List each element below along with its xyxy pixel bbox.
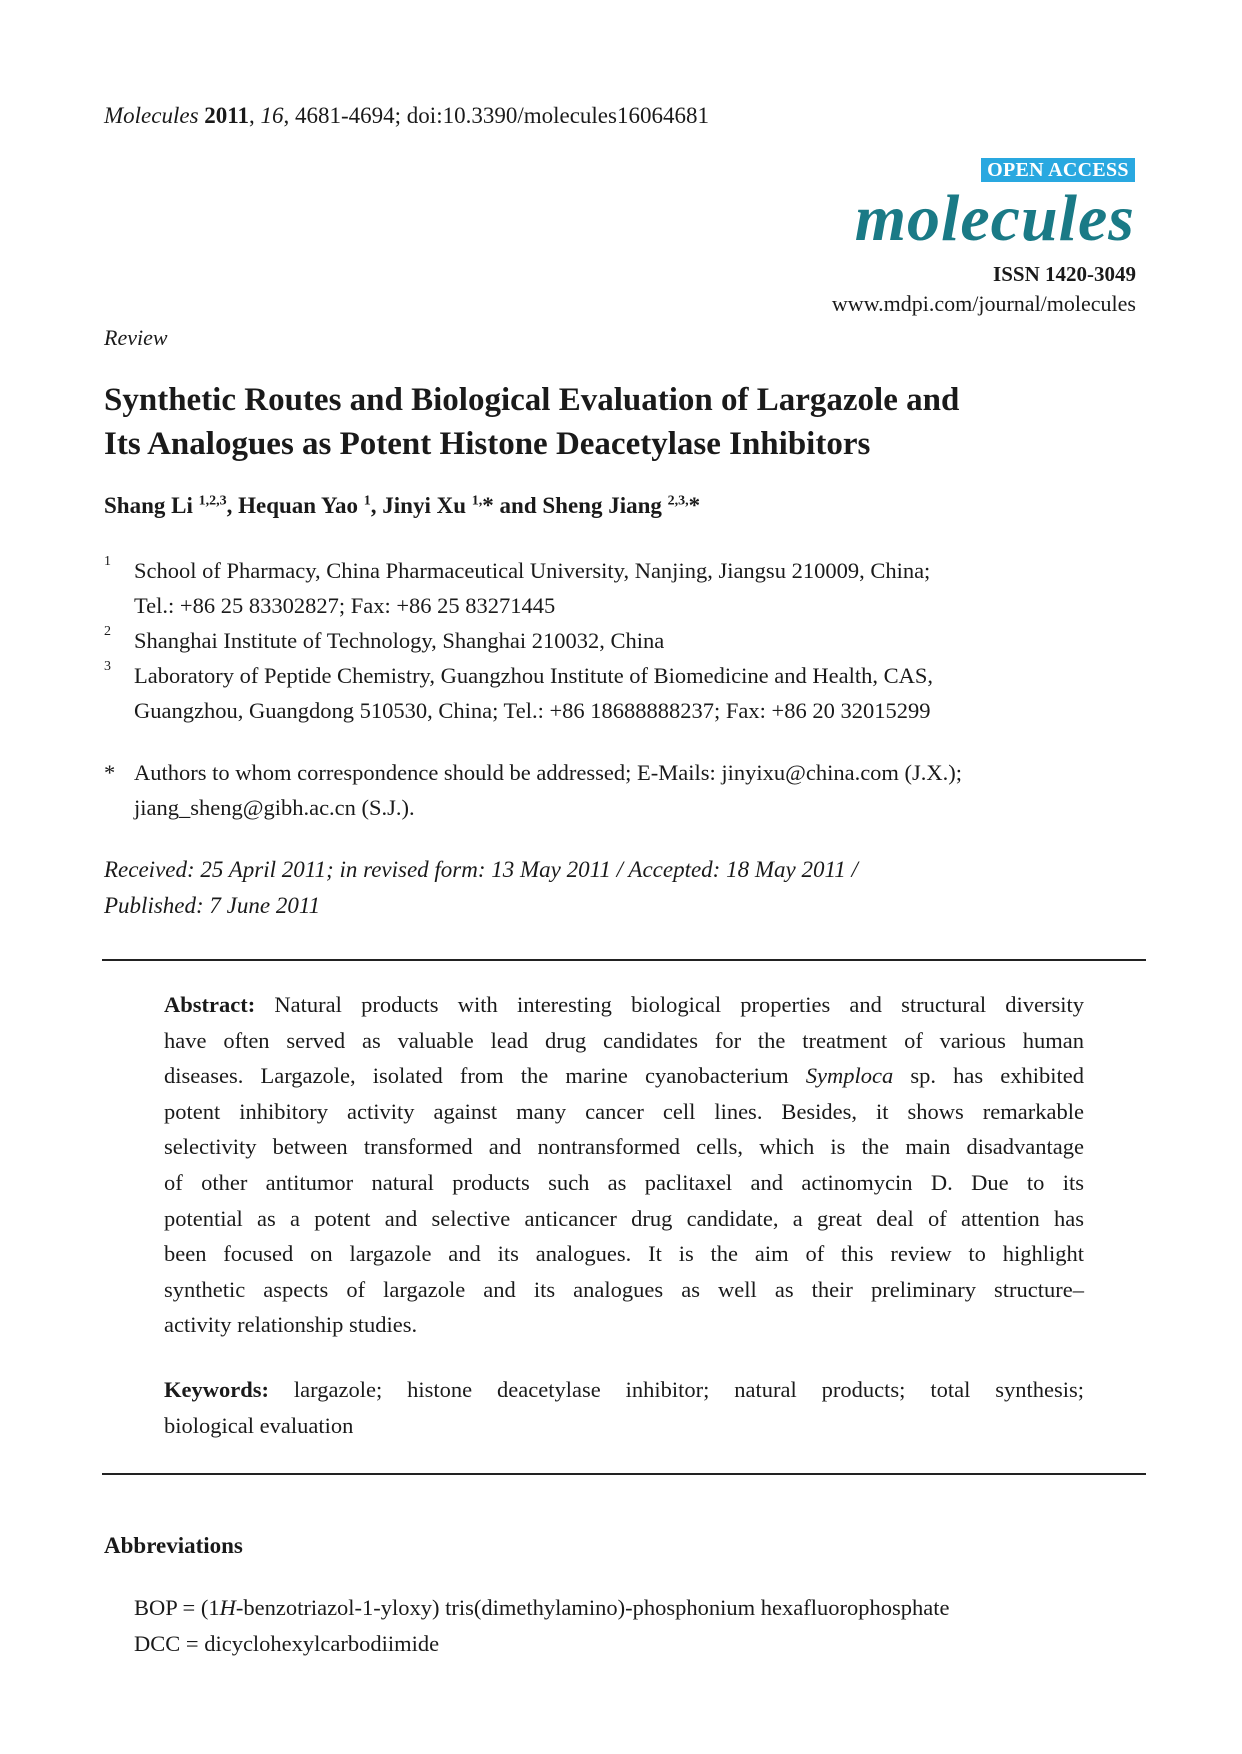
divider	[102, 959, 1146, 961]
author-name: Jinyi Xu	[382, 493, 467, 518]
keywords-line: biological evaluation	[164, 1412, 354, 1438]
affiliation-number: 2	[104, 624, 111, 639]
keywords-label: Keywords:	[164, 1377, 269, 1402]
author-affil-mark: 1	[363, 493, 371, 509]
abstract-line: Abstract: Natural products with interesting biological properties and structural diversity	[164, 992, 1084, 1017]
abstract-label: Abstract:	[164, 992, 256, 1017]
abbreviation-item: DCC = dicyclohexylcarbodiimide	[134, 1631, 440, 1656]
citation-journal: Molecules	[104, 103, 199, 128]
author-name: Sheng Jiang	[542, 493, 662, 518]
journal-logo: molecules	[854, 182, 1135, 255]
affiliation-number: 1	[104, 554, 111, 569]
divider	[102, 1473, 1146, 1475]
abstract-line: have often served as valuable lead drug candidates for the treatment of various human	[164, 1027, 1084, 1053]
affiliation-number: 3	[104, 659, 111, 674]
abbreviation-item: BOP = (1H-benzotriazol-1-yloxy) tris(dimethylamino)-phosphonium hexafluorophosphate	[134, 1595, 950, 1620]
abstract-line: diseases. Largazole, isolated from the marine cyanobacterium Symploca sp. has exhibited	[164, 1063, 1084, 1089]
abstract-line: activity relationship studies.	[164, 1312, 418, 1338]
title-line: Its Analogues as Potent Histone Deacetylase Inhibitors	[104, 426, 871, 462]
publication-dates: Received: 25 April 2011; in revised form: 13 May 2011 / Accepted: 18 May 2011 / Published: 7 June 2011	[104, 857, 858, 918]
abstract-line: potential as a potent and selective anticancer drug candidate, a great deal of attention has	[164, 1205, 1084, 1231]
affiliations	[104, 553, 1064, 728]
open-access-badge: OPEN ACCESS	[981, 158, 1135, 182]
abstract-line: selectivity between transformed and nontransformed cells, which is the main disadvantage	[164, 1134, 1084, 1160]
species-name: Symploca	[805, 1063, 894, 1089]
abstract	[164, 987, 1084, 1343]
affiliation-item: 3 Laboratory of Peptide Chemistry, Guangzhou Institute of Biomedicine and Health, CAS, Guangzhou, Guangdong 510530, China; Tel.: +86 18688888237; Fax: +86 20 32015299	[104, 658, 1064, 728]
abstract-line: of other antitumor natural products such as paclitaxel and actinomycin D. Due to its	[164, 1169, 1084, 1195]
abbreviations-list	[134, 1590, 949, 1662]
affiliation-item: 2 Shanghai Institute of Technology, Shanghai 210032, China	[104, 623, 1064, 658]
abstract-line: potent inhibitory activity against many cancer cell lines. Besides, it shows remarkable	[164, 1098, 1084, 1124]
abbreviations-heading: Abbreviations	[104, 1533, 243, 1558]
citation-year: 2011	[204, 103, 249, 128]
issn: ISSN 1420-3049	[993, 262, 1136, 286]
abstract-line: been focused on largazole and its analogues. It is the aim of this review to highlight	[164, 1241, 1084, 1267]
corresponding-mark: *	[688, 493, 701, 518]
corresponding-mark: *	[482, 493, 494, 518]
citation-line: Molecules 2011, 16, 4681-4694; doi:10.3390/molecules16064681	[104, 103, 709, 128]
journal-url[interactable]: www.mdpi.com/journal/molecules	[831, 291, 1136, 316]
corresponding-mark: *	[104, 760, 116, 785]
author-name: Hequan Yao	[238, 493, 359, 518]
keywords	[164, 1372, 1084, 1443]
abstract-line: synthetic aspects of largazole and its analogues as well as their preliminary structure–	[164, 1276, 1084, 1302]
article-type: Review	[104, 325, 168, 350]
paper-title	[104, 378, 1154, 466]
author-affil-mark: 2,3,	[667, 493, 689, 509]
correspondence-note: * Authors to whom correspondence should be addressed; E-Mails: jinyixu@china.com (J.X.); jiang_sheng@gibh.ac.cn (S.J.).	[104, 755, 1064, 825]
author-affil-mark: 1,	[471, 493, 483, 509]
author-list: Shang Li $^{1,2,3}$, Hequan Yao $^1$, Jinyi Xu $^{1,}$* and Sheng Jiang $^{2,3,}$*	[104, 493, 701, 518]
keywords-line: Keywords: largazole; histone deacetylase inhibitor; natural products; total synthesis;	[164, 1377, 1084, 1402]
author-affil-mark: 1,2,3	[198, 493, 227, 509]
affiliation-item: 1 School of Pharmacy, China Pharmaceutical University, Nanjing, Jiangsu 210009, China; Tel.: +86 25 83302827; Fax: +86 25 83271445	[104, 553, 1064, 623]
citation-volume: 16	[260, 103, 284, 128]
author-name: Shang Li	[104, 493, 193, 518]
title-line: Synthetic Routes and Biological Evaluation of Largazole and	[104, 382, 960, 418]
citation-doi: 4681-4694; doi:10.3390/molecules16064681	[295, 103, 709, 128]
